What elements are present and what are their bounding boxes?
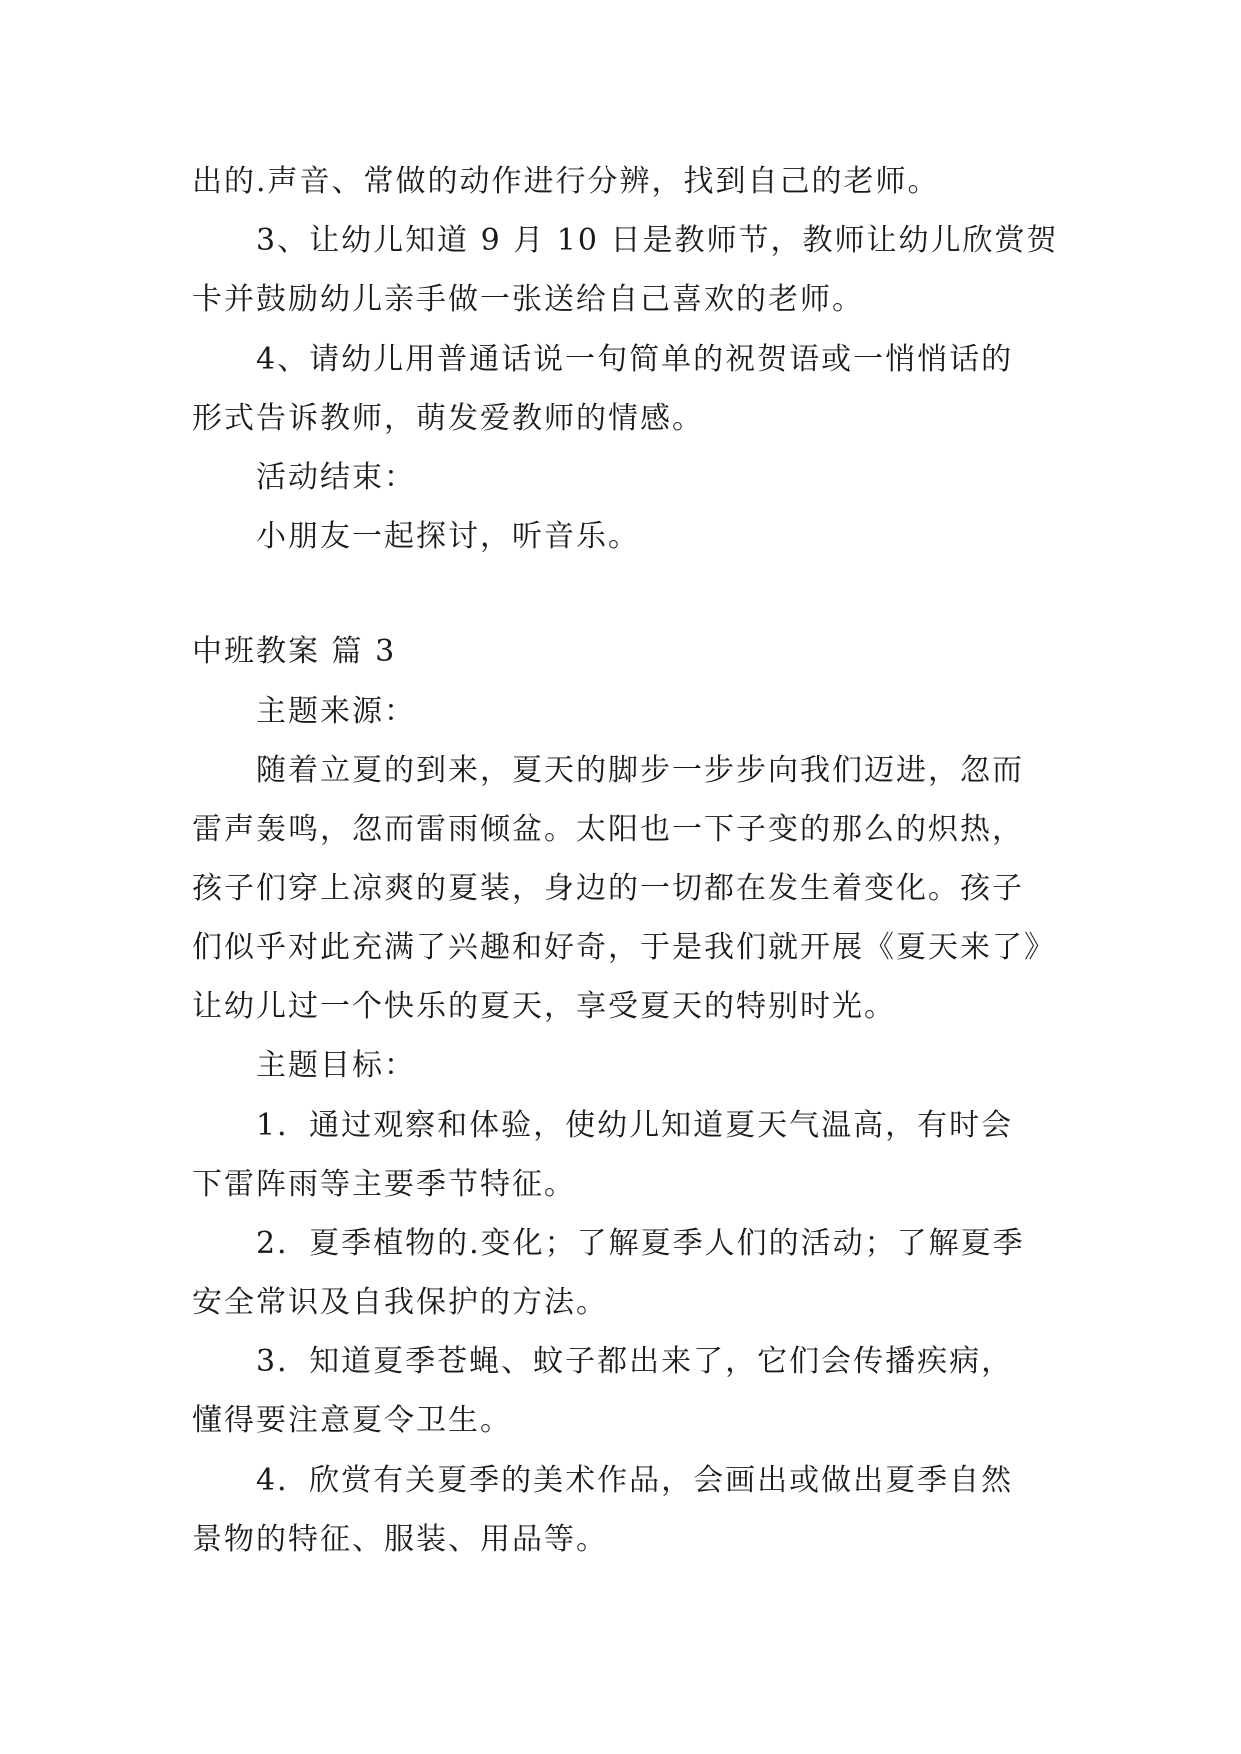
text-line: 主题目标：: [256, 1048, 416, 1083]
section-heading: 中班教案 篇 3: [192, 634, 397, 669]
text-line: 主题来源：: [256, 694, 416, 729]
text-line: 4．欣赏有关夏季的美术作品，会画出或做出夏季自然: [256, 1463, 1014, 1498]
text-line: 懂得要注意夏令卫生。: [192, 1403, 512, 1438]
text-line: 小朋友一起探讨，听音乐。: [256, 519, 640, 554]
text-line: 卡并鼓励幼儿亲手做一张送给自己喜欢的老师。: [192, 282, 864, 317]
text-line: 1．通过观察和体验，使幼儿知道夏天气温高，有时会: [256, 1108, 1014, 1143]
text-line: 形式告诉教师，萌发爱教师的情感。: [192, 401, 704, 436]
text-line: 孩子们穿上凉爽的夏装，身边的一切都在发生着变化。孩子: [192, 871, 1024, 906]
text-line: 3、让幼儿知道 9 月 10 日是教师节，教师让幼儿欣赏贺: [256, 223, 1059, 258]
text-line: 雷声轰鸣，忽而雷雨倾盆。太阳也一下子变的那么的炽热，: [192, 812, 1024, 847]
text-line: 出的.声音、常做的动作进行分辨，找到自己的老师。: [192, 164, 940, 199]
text-line: 让幼儿过一个快乐的夏天，享受夏天的特别时光。: [192, 989, 896, 1024]
text-line: 4、请幼儿用普通话说一句简单的祝贺语或一悄悄话的: [256, 342, 1014, 377]
text-line: 们似乎对此充满了兴趣和好奇，于是我们就开展《夏天来了》: [192, 930, 1056, 965]
text-line: 3．知道夏季苍蝇、蚊子都出来了，它们会传播疾病，: [256, 1344, 1014, 1379]
text-line: 景物的特征、服装、用品等。: [192, 1522, 608, 1557]
text-line: 安全常识及自我保护的方法。: [192, 1285, 608, 1320]
text-line: 下雷阵雨等主要季节特征。: [192, 1167, 576, 1202]
text-line: 活动结束：: [256, 460, 416, 495]
text-line: 2．夏季植物的.变化；了解夏季人们的活动；了解夏季: [256, 1226, 1025, 1261]
text-line: 随着立夏的到来，夏天的脚步一步步向我们迈进，忽而: [256, 753, 1024, 788]
